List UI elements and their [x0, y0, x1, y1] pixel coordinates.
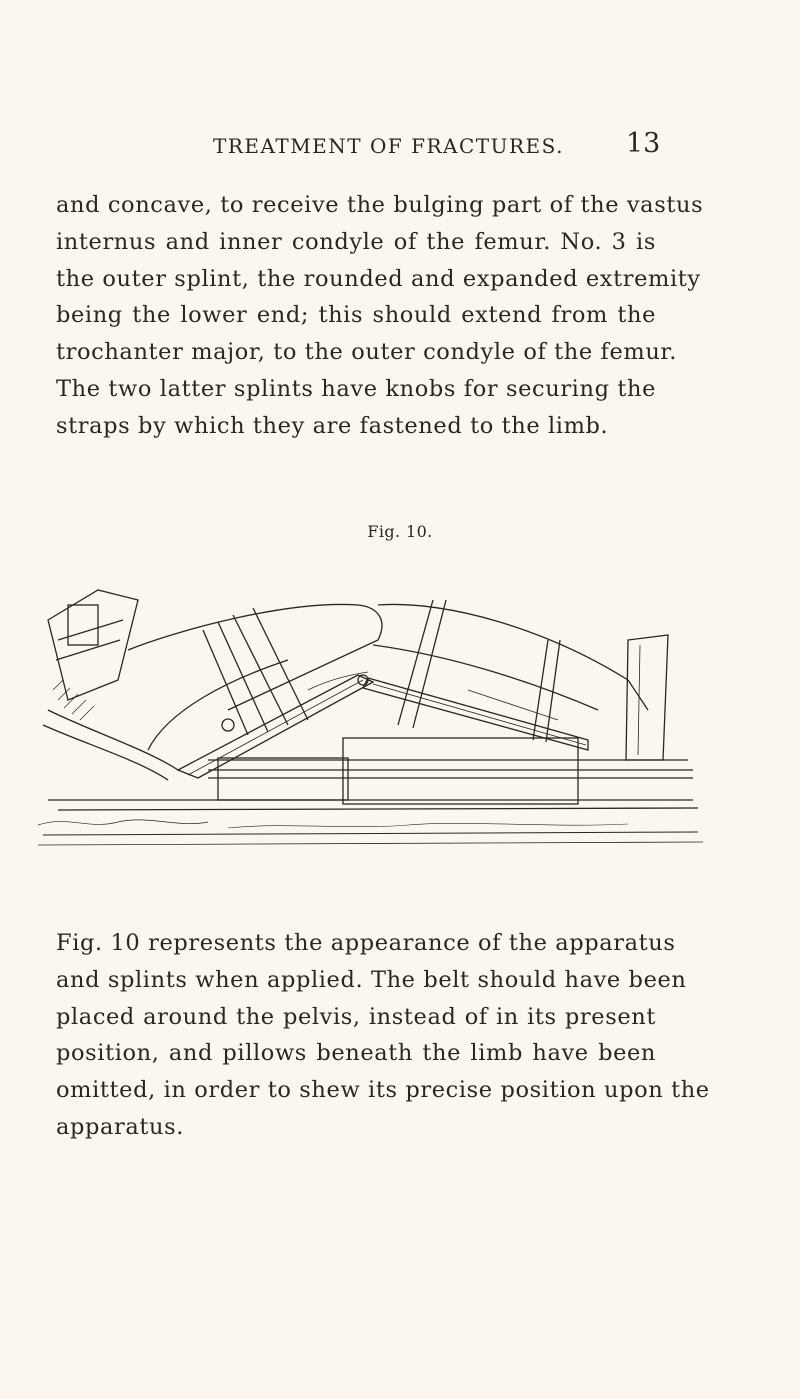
text-line: the outer splint, the rounded and expanded extremity [56, 265, 701, 292]
figure-illustration [28, 560, 710, 860]
text-line: being the lower end; this should extend from the [56, 302, 656, 329]
page-number: 13 [626, 128, 661, 159]
text-line: The two latter splints have knobs for securing the [56, 375, 656, 402]
text-line: omitted, in order to shew its precise position upon the [56, 1077, 710, 1104]
text-line: apparatus. [56, 1113, 185, 1140]
paragraph-2 [56, 925, 710, 1146]
text-line: trochanter major, to the outer condyle of the femur. [56, 339, 678, 366]
text-line: position, and pillows beneath the limb have been [56, 1040, 656, 1067]
splint-apparatus-engraving [28, 560, 710, 860]
text-line: internus and inner condyle of the femur. No. 3 is [56, 228, 656, 255]
running-title: TREATMENT OF FRACTURES. [213, 134, 564, 158]
text-line: Fig. 10 represents the appearance of the apparatus [56, 930, 676, 956]
text-line: and splints when applied. The belt should have been [56, 966, 687, 993]
figure-caption: Fig. 10. [367, 522, 433, 541]
text-line: and concave, to receive the bulging part of the vastus [56, 192, 704, 218]
text-line: placed around the pelvis, instead of in its present [56, 1003, 656, 1030]
text-line: straps by which they are fastened to the limb. [56, 412, 609, 439]
paragraph-1 [56, 187, 704, 445]
running-header [0, 128, 800, 164]
